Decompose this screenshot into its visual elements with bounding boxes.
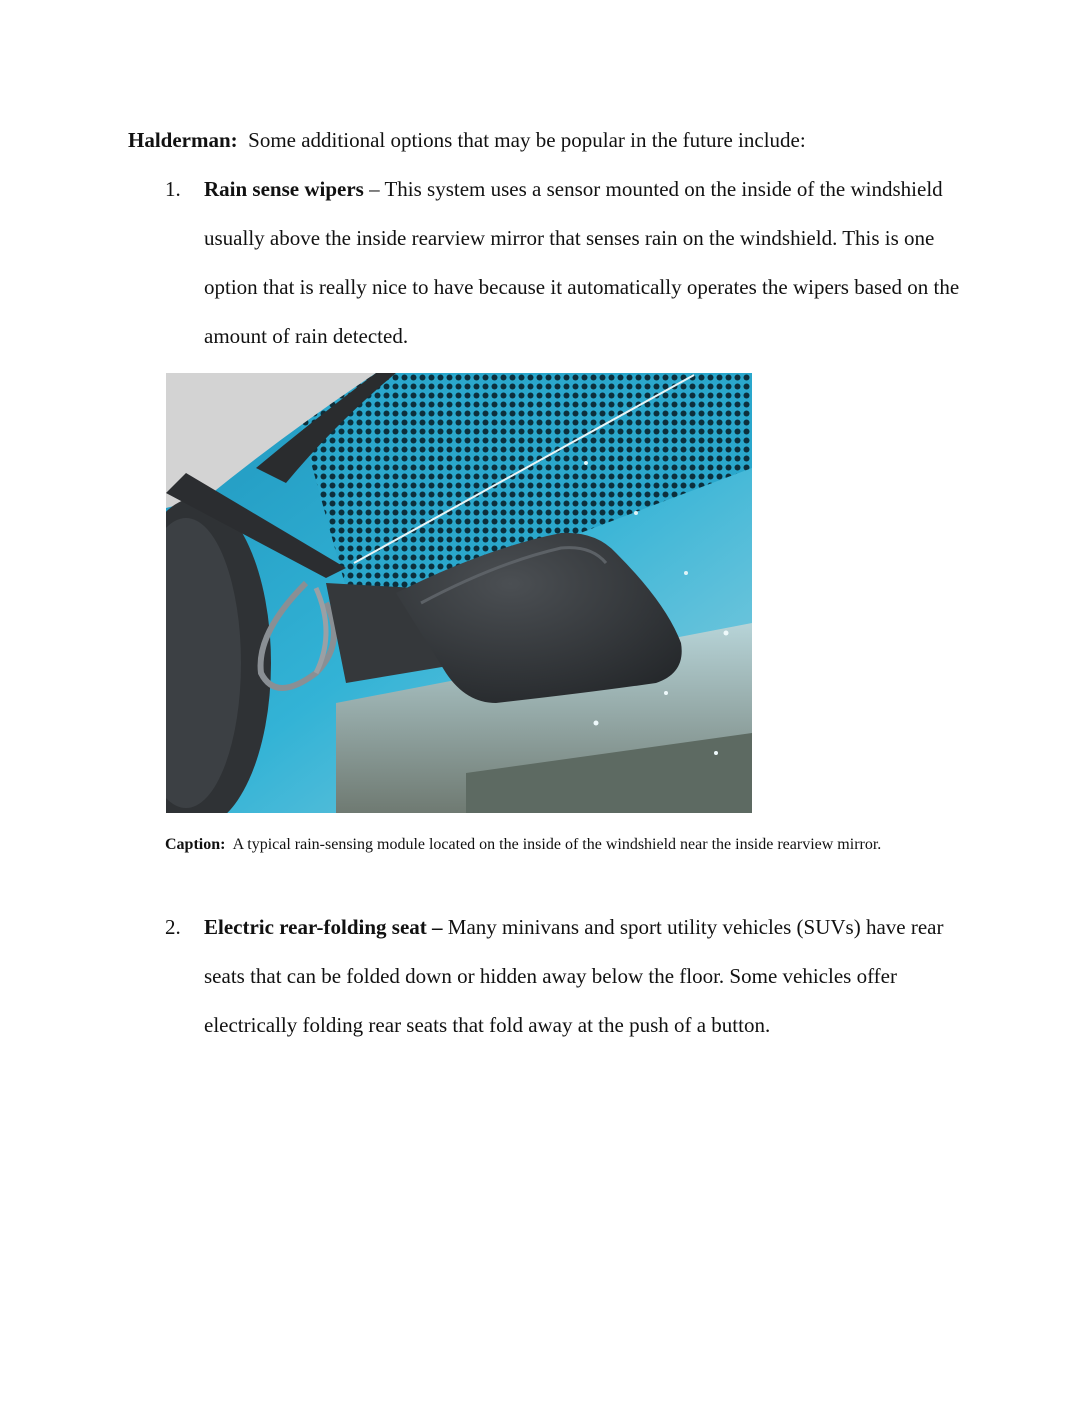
list-item-text: This system uses a sensor mounted on the inside of the windshield usually above the inside rearview mirror that senses rain on the windshield. This is one option that is really nice to have because it automatically operates the wipers based on the amount of rain detected. [204,177,960,348]
intro-text: Some additional options that may be popular in the future include: [248,128,806,152]
intro-paragraph [128,124,806,156]
list-item-number: 1. [165,177,181,201]
photo-caption [165,825,925,865]
caption-label: Caption: [165,836,226,853]
list-item-term: Electric rear-folding seat – [204,915,443,939]
list-item-text: Many minivans and sport utility vehicles (SUVs) have rear seats that can be folded down or hidden away below the floor. Some vehicles offer electrically folding rear seats that fold away at the push of a button. [204,915,944,1037]
list-item-electric-rear-folding-seat [165,903,965,1050]
list-item-term: Rain sense wipers [204,177,364,201]
rain-sensor-photo [166,373,752,813]
caption-text: A typical rain-sensing module located on the inside of the windshield near the inside rearview mirror. [232,836,882,853]
list-item-number: 2. [165,915,181,939]
speaker-label: Halderman: [128,128,238,152]
list-item-rain-sense-wipers [165,165,965,361]
list-item-separator: – [363,177,385,201]
